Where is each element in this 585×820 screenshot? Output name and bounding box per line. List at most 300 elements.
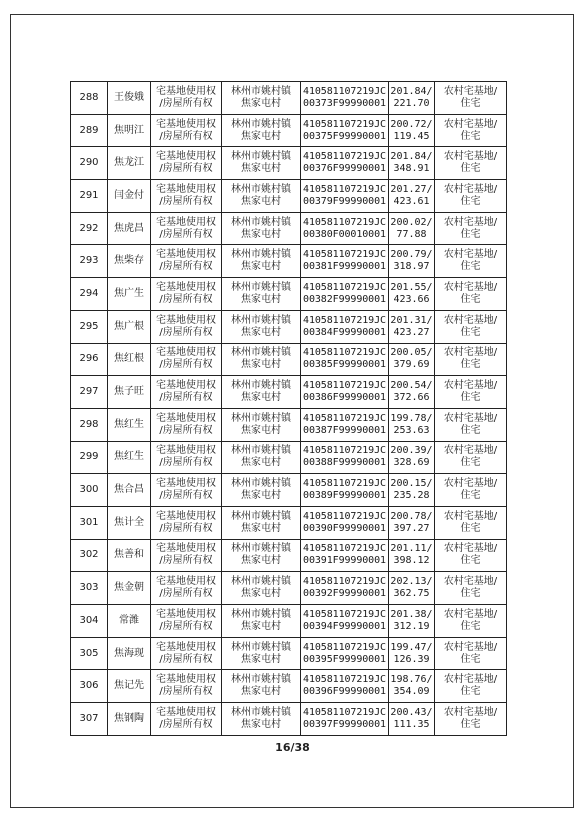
location-line: 林州市姚村镇	[231, 674, 291, 686]
owner-name-cell: 焦广生	[108, 278, 151, 311]
area-line: 201.84/	[390, 85, 433, 97]
usage-line: 住宅	[460, 555, 481, 567]
owner-name-cell: 焦金朝	[108, 572, 151, 605]
unit-code-cell	[301, 180, 389, 213]
right-type-line: /房屋所有权	[159, 457, 213, 469]
owner-name-cell: 焦龙江	[108, 147, 151, 180]
unit-code-cell	[301, 343, 389, 376]
area-line: 201.11/	[390, 543, 433, 555]
location-cell	[222, 212, 301, 245]
area-line: 200.43/	[390, 706, 433, 718]
usage-cell	[435, 408, 507, 441]
usage-line: 住宅	[460, 195, 481, 207]
right-type-line: 宅基地使用权	[156, 183, 216, 195]
unit-code-line: 00386F99990001	[303, 392, 386, 404]
table-row	[71, 114, 507, 147]
row-number-cell: 299	[71, 441, 108, 474]
usage-line: 住宅	[460, 620, 481, 632]
table-row	[71, 605, 507, 638]
table-row	[71, 147, 507, 180]
unit-code-line: 410581107219JC	[303, 314, 386, 326]
row-number-cell: 293	[71, 245, 108, 278]
table-row	[71, 670, 507, 703]
row-number-cell: 296	[71, 343, 108, 376]
usage-line: 农村宅基地/	[443, 249, 498, 261]
table-row	[71, 82, 507, 115]
area-cell	[389, 147, 435, 180]
location-line: 焦家屯村	[241, 457, 281, 469]
location-line: 林州市姚村镇	[231, 706, 291, 718]
area-line: 221.70	[393, 97, 430, 109]
owner-name-cell: 焦钢陶	[108, 703, 151, 736]
location-line: 焦家屯村	[241, 228, 281, 240]
right-type-cell	[151, 376, 222, 409]
area-line: 200.39/	[390, 445, 433, 457]
unit-code-line: 410581107219JC	[303, 151, 386, 163]
usage-cell	[435, 180, 507, 213]
row-number-cell: 294	[71, 278, 108, 311]
unit-code-line: 410581107219JC	[303, 249, 386, 261]
location-line: 焦家屯村	[241, 490, 281, 502]
usage-line: 农村宅基地/	[443, 543, 498, 555]
unit-code-cell	[301, 605, 389, 638]
unit-code-cell	[301, 376, 389, 409]
area-line: 318.97	[393, 261, 430, 273]
unit-code-line: 410581107219JC	[303, 478, 386, 490]
right-type-line: 宅基地使用权	[156, 478, 216, 490]
unit-code-line: 00394F99990001	[303, 620, 386, 632]
right-type-line: /房屋所有权	[159, 293, 213, 305]
row-number-cell: 290	[71, 147, 108, 180]
usage-cell	[435, 343, 507, 376]
usage-cell	[435, 310, 507, 343]
location-line: 林州市姚村镇	[231, 314, 291, 326]
right-type-line: 宅基地使用权	[156, 543, 216, 555]
unit-code-line: 00388F99990001	[303, 457, 386, 469]
unit-code-line: 00392F99990001	[303, 588, 386, 600]
area-line: 200.15/	[390, 478, 433, 490]
usage-line: 农村宅基地/	[443, 216, 498, 228]
usage-line: 农村宅基地/	[443, 445, 498, 457]
usage-line: 住宅	[460, 261, 481, 273]
table-row	[71, 376, 507, 409]
usage-cell	[435, 506, 507, 539]
right-type-line: 宅基地使用权	[156, 412, 216, 424]
right-type-line: 宅基地使用权	[156, 85, 216, 97]
right-type-line: /房屋所有权	[159, 522, 213, 534]
usage-line: 住宅	[460, 326, 481, 338]
location-cell	[222, 408, 301, 441]
unit-code-line: 410581107219JC	[303, 347, 386, 359]
unit-code-cell	[301, 114, 389, 147]
area-cell	[389, 539, 435, 572]
usage-cell	[435, 212, 507, 245]
owner-name-cell: 焦明江	[108, 114, 151, 147]
location-cell	[222, 605, 301, 638]
usage-line: 农村宅基地/	[443, 281, 498, 293]
location-cell	[222, 441, 301, 474]
usage-line: 农村宅基地/	[443, 576, 498, 588]
location-line: 焦家屯村	[241, 261, 281, 273]
area-line: 200.79/	[390, 249, 433, 261]
usage-line: 住宅	[460, 490, 481, 502]
owner-name-cell: 闫金付	[108, 180, 151, 213]
right-type-cell	[151, 180, 222, 213]
usage-line: 农村宅基地/	[443, 380, 498, 392]
right-type-cell	[151, 114, 222, 147]
right-type-cell	[151, 310, 222, 343]
unit-code-cell	[301, 212, 389, 245]
right-type-cell	[151, 278, 222, 311]
location-line: 焦家屯村	[241, 555, 281, 567]
usage-cell	[435, 539, 507, 572]
right-type-line: 宅基地使用权	[156, 445, 216, 457]
unit-code-cell	[301, 572, 389, 605]
area-line: 201.38/	[390, 608, 433, 620]
location-line: 林州市姚村镇	[231, 380, 291, 392]
owner-name-cell: 焦红根	[108, 343, 151, 376]
location-cell	[222, 147, 301, 180]
right-type-line: 宅基地使用权	[156, 380, 216, 392]
location-line: 焦家屯村	[241, 718, 281, 730]
area-line: 126.39	[393, 653, 430, 665]
usage-line: 住宅	[460, 97, 481, 109]
unit-code-line: 410581107219JC	[303, 380, 386, 392]
owner-name-cell: 焦红生	[108, 408, 151, 441]
owner-name-cell: 焦计全	[108, 506, 151, 539]
area-cell	[389, 637, 435, 670]
usage-line: 农村宅基地/	[443, 478, 498, 490]
usage-cell	[435, 441, 507, 474]
row-number-cell: 298	[71, 408, 108, 441]
usage-line: 农村宅基地/	[443, 151, 498, 163]
location-cell	[222, 245, 301, 278]
unit-code-cell	[301, 670, 389, 703]
area-cell	[389, 441, 435, 474]
usage-line: 住宅	[460, 653, 481, 665]
usage-line: 农村宅基地/	[443, 183, 498, 195]
owner-name-cell: 焦记先	[108, 670, 151, 703]
unit-code-cell	[301, 506, 389, 539]
row-number-cell: 301	[71, 506, 108, 539]
row-number-cell: 304	[71, 605, 108, 638]
location-line: 林州市姚村镇	[231, 183, 291, 195]
owner-name-cell: 王俊娥	[108, 82, 151, 115]
right-type-line: /房屋所有权	[159, 261, 213, 273]
usage-line: 农村宅基地/	[443, 608, 498, 620]
usage-line: 住宅	[460, 457, 481, 469]
table-row	[71, 180, 507, 213]
unit-code-cell	[301, 539, 389, 572]
location-line: 焦家屯村	[241, 653, 281, 665]
location-line: 林州市姚村镇	[231, 216, 291, 228]
usage-line: 住宅	[460, 293, 481, 305]
table-row	[71, 343, 507, 376]
right-type-cell	[151, 212, 222, 245]
table-row	[71, 506, 507, 539]
usage-line: 农村宅基地/	[443, 706, 498, 718]
unit-code-line: 410581107219JC	[303, 641, 386, 653]
right-type-cell	[151, 637, 222, 670]
area-cell	[389, 376, 435, 409]
area-line: 201.55/	[390, 281, 433, 293]
usage-line: 住宅	[460, 686, 481, 698]
right-type-line: 宅基地使用权	[156, 674, 216, 686]
right-type-line: /房屋所有权	[159, 392, 213, 404]
right-type-cell	[151, 474, 222, 507]
unit-code-cell	[301, 703, 389, 736]
area-line: 200.54/	[390, 380, 433, 392]
area-cell	[389, 474, 435, 507]
usage-line: 住宅	[460, 163, 481, 175]
area-line: 423.61	[393, 195, 430, 207]
area-line: 199.78/	[390, 412, 433, 424]
table-row	[71, 310, 507, 343]
area-line: 200.72/	[390, 118, 433, 130]
area-line: 362.75	[393, 588, 430, 600]
location-line: 林州市姚村镇	[231, 641, 291, 653]
area-cell	[389, 572, 435, 605]
area-line: 328.69	[393, 457, 430, 469]
usage-cell	[435, 114, 507, 147]
location-line: 林州市姚村镇	[231, 445, 291, 457]
area-line: 354.09	[393, 686, 430, 698]
area-cell	[389, 408, 435, 441]
location-line: 焦家屯村	[241, 130, 281, 142]
right-type-line: /房屋所有权	[159, 620, 213, 632]
location-cell	[222, 506, 301, 539]
area-line: 201.27/	[390, 183, 433, 195]
usage-line: 农村宅基地/	[443, 674, 498, 686]
unit-code-line: 00375F99990001	[303, 130, 386, 142]
row-number-cell: 291	[71, 180, 108, 213]
row-number-cell: 295	[71, 310, 108, 343]
area-cell	[389, 82, 435, 115]
owner-name-cell: 焦红生	[108, 441, 151, 474]
right-type-cell	[151, 539, 222, 572]
unit-code-cell	[301, 310, 389, 343]
unit-code-cell	[301, 637, 389, 670]
row-number-cell: 302	[71, 539, 108, 572]
unit-code-line: 00391F99990001	[303, 555, 386, 567]
owner-name-cell: 焦善和	[108, 539, 151, 572]
area-cell	[389, 670, 435, 703]
unit-code-cell	[301, 147, 389, 180]
unit-code-line: 00387F99990001	[303, 424, 386, 436]
area-cell	[389, 180, 435, 213]
location-line: 林州市姚村镇	[231, 543, 291, 555]
area-line: 198.76/	[390, 674, 433, 686]
location-line: 林州市姚村镇	[231, 85, 291, 97]
owner-name-cell: 焦合昌	[108, 474, 151, 507]
location-line: 焦家屯村	[241, 424, 281, 436]
records-table	[70, 81, 507, 736]
unit-code-line: 00373F99990001	[303, 97, 386, 109]
area-line: 398.12	[393, 555, 430, 567]
unit-code-cell	[301, 278, 389, 311]
right-type-cell	[151, 245, 222, 278]
location-cell	[222, 114, 301, 147]
location-line: 焦家屯村	[241, 392, 281, 404]
owner-name-cell: 焦柴存	[108, 245, 151, 278]
location-line: 焦家屯村	[241, 97, 281, 109]
location-cell	[222, 343, 301, 376]
row-number-cell: 289	[71, 114, 108, 147]
right-type-line: 宅基地使用权	[156, 608, 216, 620]
table-row	[71, 474, 507, 507]
location-line: 林州市姚村镇	[231, 576, 291, 588]
area-cell	[389, 278, 435, 311]
usage-cell	[435, 703, 507, 736]
area-cell	[389, 245, 435, 278]
area-cell	[389, 212, 435, 245]
right-type-line: /房屋所有权	[159, 686, 213, 698]
unit-code-line: 00376F99990001	[303, 163, 386, 175]
usage-line: 住宅	[460, 228, 481, 240]
location-line: 焦家屯村	[241, 195, 281, 207]
table-row	[71, 539, 507, 572]
unit-code-line: 410581107219JC	[303, 706, 386, 718]
location-cell	[222, 572, 301, 605]
area-line: 379.69	[393, 359, 430, 371]
location-cell	[222, 703, 301, 736]
right-type-line: /房屋所有权	[159, 359, 213, 371]
location-line: 林州市姚村镇	[231, 281, 291, 293]
unit-code-line: 00389F99990001	[303, 490, 386, 502]
area-line: 200.05/	[390, 347, 433, 359]
location-cell	[222, 310, 301, 343]
usage-cell	[435, 82, 507, 115]
right-type-line: /房屋所有权	[159, 588, 213, 600]
row-number-cell: 307	[71, 703, 108, 736]
row-number-cell: 297	[71, 376, 108, 409]
location-line: 焦家屯村	[241, 163, 281, 175]
unit-code-cell	[301, 245, 389, 278]
usage-line: 农村宅基地/	[443, 347, 498, 359]
right-type-line: /房屋所有权	[159, 326, 213, 338]
right-type-cell	[151, 572, 222, 605]
unit-code-line: 00395F99990001	[303, 653, 386, 665]
table-row	[71, 278, 507, 311]
unit-code-line: 410581107219JC	[303, 216, 386, 228]
usage-line: 农村宅基地/	[443, 118, 498, 130]
right-type-line: /房屋所有权	[159, 97, 213, 109]
unit-code-cell	[301, 474, 389, 507]
location-line: 焦家屯村	[241, 588, 281, 600]
location-cell	[222, 376, 301, 409]
unit-code-line: 410581107219JC	[303, 412, 386, 424]
right-type-line: /房屋所有权	[159, 490, 213, 502]
location-line: 林州市姚村镇	[231, 608, 291, 620]
row-number-cell: 306	[71, 670, 108, 703]
right-type-line: /房屋所有权	[159, 228, 213, 240]
unit-code-line: 410581107219JC	[303, 510, 386, 522]
row-number-cell: 292	[71, 212, 108, 245]
usage-cell	[435, 147, 507, 180]
row-number-cell: 305	[71, 637, 108, 670]
area-line: 202.13/	[390, 576, 433, 588]
page-number: 16/38	[275, 741, 310, 754]
right-type-line: 宅基地使用权	[156, 249, 216, 261]
usage-cell	[435, 605, 507, 638]
unit-code-cell	[301, 408, 389, 441]
owner-name-cell: 常潍	[108, 605, 151, 638]
area-line: 199.47/	[390, 641, 433, 653]
right-type-cell	[151, 441, 222, 474]
row-number-cell: 300	[71, 474, 108, 507]
usage-line: 住宅	[460, 424, 481, 436]
usage-line: 农村宅基地/	[443, 85, 498, 97]
owner-name-cell: 焦海现	[108, 637, 151, 670]
location-line: 焦家屯村	[241, 359, 281, 371]
usage-line: 农村宅基地/	[443, 641, 498, 653]
usage-line: 农村宅基地/	[443, 314, 498, 326]
area-line: 423.66	[393, 293, 430, 305]
area-line: 200.78/	[390, 510, 433, 522]
unit-code-line: 00390F99990001	[303, 522, 386, 534]
table-row	[71, 245, 507, 278]
right-type-line: 宅基地使用权	[156, 151, 216, 163]
area-line: 312.19	[393, 620, 430, 632]
unit-code-line: 00380F00010001	[303, 228, 386, 240]
area-line: 253.63	[393, 424, 430, 436]
unit-code-line: 410581107219JC	[303, 674, 386, 686]
unit-code-line: 00396F99990001	[303, 686, 386, 698]
location-cell	[222, 82, 301, 115]
right-type-line: 宅基地使用权	[156, 314, 216, 326]
unit-code-line: 410581107219JC	[303, 576, 386, 588]
area-cell	[389, 310, 435, 343]
owner-name-cell: 焦虎昌	[108, 212, 151, 245]
unit-code-line: 410581107219JC	[303, 183, 386, 195]
right-type-cell	[151, 506, 222, 539]
right-type-cell	[151, 343, 222, 376]
usage-cell	[435, 245, 507, 278]
location-line: 焦家屯村	[241, 686, 281, 698]
right-type-line: /房屋所有权	[159, 163, 213, 175]
location-cell	[222, 278, 301, 311]
row-number-cell: 288	[71, 82, 108, 115]
table-row	[71, 637, 507, 670]
location-line: 林州市姚村镇	[231, 347, 291, 359]
area-line: 235.28	[393, 490, 430, 502]
area-cell	[389, 605, 435, 638]
unit-code-cell	[301, 441, 389, 474]
usage-line: 住宅	[460, 522, 481, 534]
right-type-line: /房屋所有权	[159, 195, 213, 207]
area-line: 111.35	[393, 718, 430, 730]
right-type-cell	[151, 82, 222, 115]
right-type-cell	[151, 147, 222, 180]
area-line: 348.91	[393, 163, 430, 175]
table-row	[71, 212, 507, 245]
table-row	[71, 441, 507, 474]
table-row	[71, 572, 507, 605]
right-type-line: 宅基地使用权	[156, 641, 216, 653]
location-line: 林州市姚村镇	[231, 118, 291, 130]
area-line: 201.84/	[390, 151, 433, 163]
unit-code-line: 410581107219JC	[303, 543, 386, 555]
area-line: 119.45	[393, 130, 430, 142]
right-type-cell	[151, 670, 222, 703]
location-line: 林州市姚村镇	[231, 412, 291, 424]
unit-code-line: 00384F99990001	[303, 326, 386, 338]
area-line: 423.27	[393, 326, 430, 338]
location-cell	[222, 637, 301, 670]
usage-cell	[435, 376, 507, 409]
right-type-line: /房屋所有权	[159, 718, 213, 730]
right-type-line: /房屋所有权	[159, 424, 213, 436]
